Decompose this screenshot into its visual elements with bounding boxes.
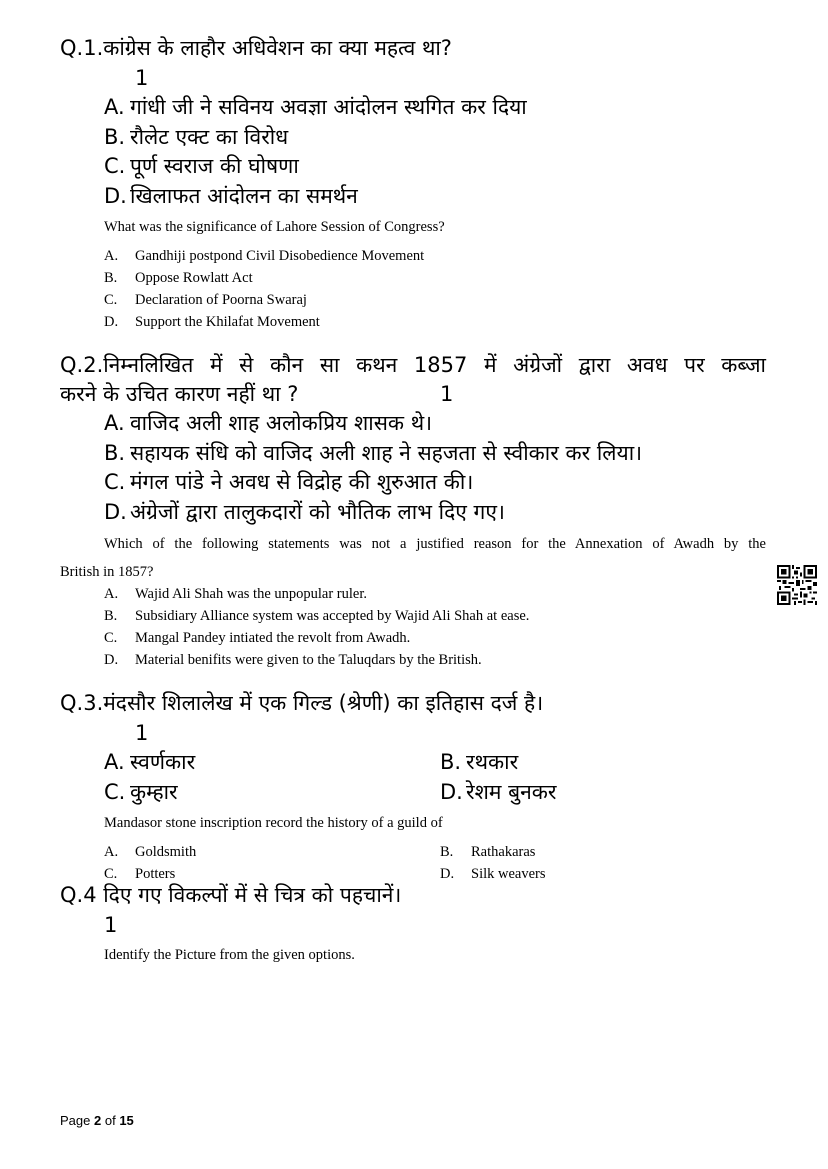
qr-code-icon (777, 565, 817, 605)
q2-question-line1: Q.2.निम्नलिखित में से कौन सा कथन 1857 में अंग्रेजों द्वारा अवध पर कब्जा (60, 353, 766, 377)
q1-option-en-d: D. Support the Khilafat Movement (104, 314, 320, 330)
q4-question-en: Identify the Picture from the given options. (104, 947, 355, 963)
q2-option-en-d: D. Material benifits were given to the Taluqdars by the British. (104, 652, 482, 668)
q1-question: Q.1.कांग्रेस के लाहौर अधिवेशन का क्या महत्व था? (60, 36, 452, 60)
q2-marks: 1 (440, 382, 454, 406)
q1-option-hi-c: C. पूर्ण स्वराज की घोषणा (104, 154, 299, 178)
q1-option-en-b: B. Oppose Rowlatt Act (104, 270, 253, 286)
q3-option-hi-d: D. रेशम बुनकर (440, 780, 557, 804)
q2-option-hi-a: A. वाजिद अली शाह अलोकप्रिय शासक थे। (104, 411, 433, 435)
q1-question-en: What was the significance of Lahore Session of Congress? (104, 219, 445, 235)
q1-marks: 1 (135, 66, 149, 90)
q2-question-en-line2: British in 1857? (60, 564, 154, 580)
q1-option-en-a: A. Gandhiji postpond Civil Disobedience Movement (104, 248, 425, 264)
q3-option-hi-c: C. कुम्हार (104, 780, 178, 804)
q1-option-hi-d: D. खिलाफत आंदोलन का समर्थन (104, 184, 358, 208)
q2-option-en-a: A. Wajid Ali Shah was the unpopular ruler. (104, 586, 367, 602)
q3-question: Q.3.मंदसौर शिलालेख में एक गिल्ड (श्रेणी) का इतिहास दर्ज है। (60, 691, 544, 715)
q2-option-hi-d: D. अंग्रेजों द्वारा तालुकदारों को भौतिक लाभ दिए गए। (104, 500, 505, 524)
q2-question-en-line1: Which of the following statements was not a justified reason for the Annexation of Awadh by the (104, 536, 766, 552)
q2-option-hi-b: B. सहायक संधि को वाजिद अली शाह ने सहजता से स्वीकार कर लिया। (104, 441, 643, 465)
page-footer: Page 2 of 15 (60, 1113, 134, 1128)
q2-question-line2: करने के उचित कारण नहीं था ? (60, 382, 299, 406)
q3-option-hi-b: B. रथकार (440, 750, 519, 774)
q4-question: Q.4 दिए गए विकल्पों में से चित्र को पहचानें। (60, 883, 402, 907)
q2-option-en-b: B. Subsidiary Alliance system was accepted by Wajid Ali Shah at ease. (104, 608, 530, 624)
q3-option-en-b: B. Rathakaras (440, 844, 536, 860)
q1-option-hi-a: A. गांधी जी ने सविनय अवज्ञा आंदोलन स्थगित कर दिया (104, 95, 527, 119)
q2-option-en-c: C. Mangal Pandey intiated the revolt from Awadh. (104, 630, 411, 646)
q3-marks: 1 (135, 721, 149, 745)
q3-option-en-c: C. Potters (104, 866, 176, 882)
q3-option-en-a: A. Goldsmith (104, 844, 197, 860)
q2-option-hi-c: C. मंगल पांडे ने अवध से विद्रोह की शुरुआत की। (104, 470, 474, 494)
q4-marks: 1 (104, 913, 118, 937)
q3-option-hi-a: A. स्वर्णकार (104, 750, 196, 774)
q1-option-hi-b: B. रौलेट एक्ट का विरोध (104, 125, 289, 149)
q3-question-en: Mandasor stone inscription record the history of a guild of (104, 815, 443, 831)
q1-option-en-c: C. Declaration of Poorna Swaraj (104, 292, 307, 308)
q3-option-en-d: D. Silk weavers (440, 866, 546, 882)
